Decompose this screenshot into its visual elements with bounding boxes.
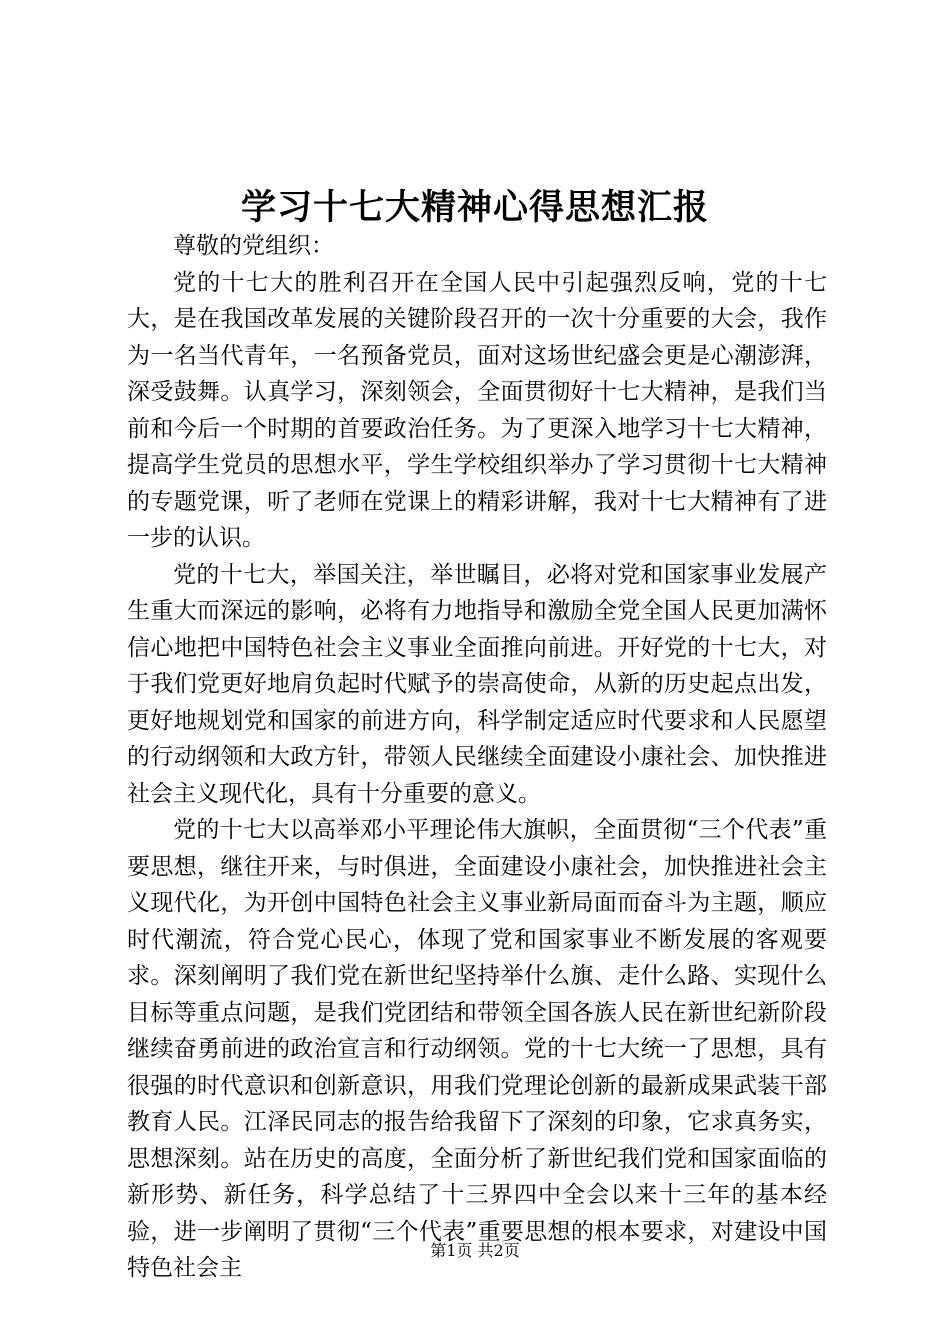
document-title: 学习十七大精神心得思想汇报 bbox=[240, 187, 709, 228]
document-body bbox=[127, 228, 827, 1287]
paragraph-1: 党的十七大的胜利召开在全国人民中引起强烈反响，党的十七大，是在我国改革发展的关键阶段召开的一次十分重要的大会，我作为一名当代青年，一名预备党员，面对这场世纪盛会更是心潮澎湃，深受鼓舞。认真学习，深刻领会，全面贯彻好十七大精神，是我们当前和今后一个时期的首要政治任务。为了更深入地学习十七大精神，提高学生党员的思想水平，学生学校组织举办了学习贯彻十七大精神的专题党课，听了老师在党课上的精彩讲解，我对十七大精神有了进一步的认识。 bbox=[127, 269, 827, 551]
paragraph-3: 党的十七大以高举邓小平理论伟大旗帜，全面贯彻“三个代表”重要思想，继往开来，与时俱进，全面建设小康社会，加快推进社会主义现代化，为开创中国特色社会主义事业新局面而奋斗为主题，顺应时代潮流，符合党心民心，体现了党和国家事业不断发展的客观要求。深刻阐明了我们党在新世纪坚持举什么旗、走什么路、实现什么目标等重点问题，是我们党团结和带领全国各族人民在新世纪新阶段继续奋勇前进的政治宣言和行动纲领。党的十七大统一了思想，具有很强的时代意识和创新意识，用我们党理论创新的最新成果武装干部教育人民。江泽民同志的报告给我留下了深刻的印象，它求真务实，思想深刻。站在历史的高度，全面分析了新世纪我们党和国家面临的新形势、新任务，科学总结了十三界四中全会以来十三年的基本经验，进一步阐明了贯彻“三个代表”重要思想的根本要求，对建设中国特色社会主 bbox=[127, 817, 827, 1281]
salutation: 尊敬的党组织： bbox=[173, 233, 334, 259]
paragraph-2: 党的十七大，举国关注，举世瞩目，必将对党和国家事业发展产生重大而深远的影响，必将有力地指导和激励全党全国人民更加满怀信心地把中国特色社会主义事业全面推向前进。开好党的十七大，对于我们党更好地肩负起时代赋予的崇高使命，从新的历史起点出发，更好地规划党和国家的前进方向，科学制定适应时代要求和人民愿望的行动纲领和大政方针，带领人民继续全面建设小康社会、加快推进社会主义现代化，具有十分重要的意义。 bbox=[127, 561, 827, 807]
page-number-footer: 第1页 共2页 bbox=[430, 1241, 520, 1260]
